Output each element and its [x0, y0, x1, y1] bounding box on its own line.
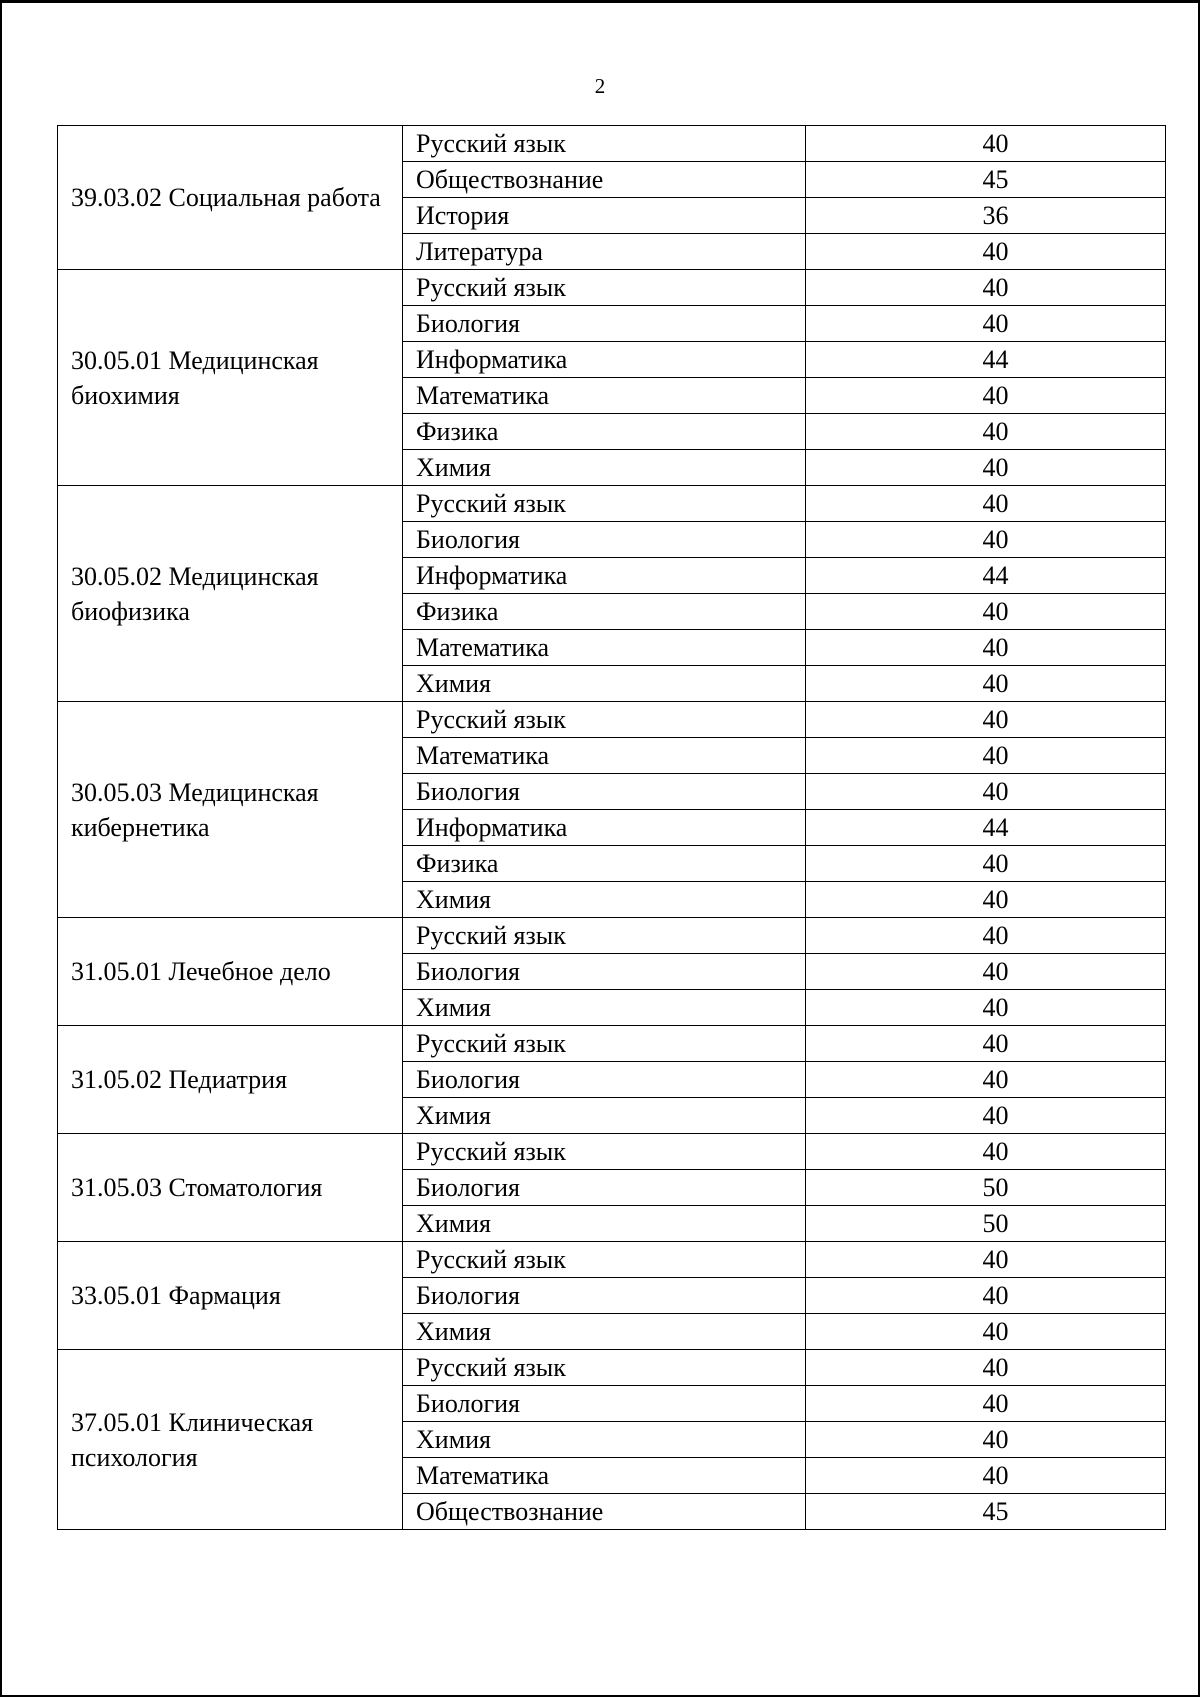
table-row [58, 702, 1166, 738]
minimum-score: 44 [806, 558, 1166, 594]
table-row [58, 126, 1166, 162]
subject-name: Математика [403, 378, 806, 414]
table-row [58, 1350, 1166, 1386]
minimum-score: 40 [806, 522, 1166, 558]
minimum-score: 40 [806, 918, 1166, 954]
subject-name: Русский язык [403, 918, 806, 954]
table-row [58, 270, 1166, 306]
subject-name: Литература [403, 234, 806, 270]
table-row [58, 1026, 1166, 1062]
minimum-score: 40 [806, 666, 1166, 702]
minimum-score: 50 [806, 1170, 1166, 1206]
subject-name: Информатика [403, 558, 806, 594]
minimum-score: 40 [806, 270, 1166, 306]
subject-name: Обществознание [403, 1494, 806, 1530]
subject-name: Химия [403, 1314, 806, 1350]
table-row [58, 918, 1166, 954]
subject-name: Информатика [403, 810, 806, 846]
subject-name: Физика [403, 846, 806, 882]
minimum-score: 40 [806, 1278, 1166, 1314]
minimum-score: 45 [806, 162, 1166, 198]
subject-name: Биология [403, 1062, 806, 1098]
subject-name: Русский язык [403, 270, 806, 306]
minimum-score: 40 [806, 846, 1166, 882]
subject-name: Русский язык [403, 126, 806, 162]
minimum-score: 40 [806, 126, 1166, 162]
minimum-score: 40 [806, 1134, 1166, 1170]
subject-name: Биология [403, 774, 806, 810]
minimum-score: 44 [806, 810, 1166, 846]
subject-name: Русский язык [403, 1026, 806, 1062]
minimum-score: 40 [806, 774, 1166, 810]
table-row [58, 1134, 1166, 1170]
minimum-score: 40 [806, 1242, 1166, 1278]
minimum-score: 40 [806, 594, 1166, 630]
subject-name: Физика [403, 414, 806, 450]
subject-name: Биология [403, 1170, 806, 1206]
subject-name: Физика [403, 594, 806, 630]
minimum-score: 40 [806, 1098, 1166, 1134]
subject-name: Информатика [403, 342, 806, 378]
subject-name: Математика [403, 630, 806, 666]
minimum-score: 40 [806, 1062, 1166, 1098]
subject-name: Химия [403, 990, 806, 1026]
minimum-score: 40 [806, 234, 1166, 270]
subject-name: История [403, 198, 806, 234]
minimum-score: 40 [806, 738, 1166, 774]
minimum-score: 40 [806, 1458, 1166, 1494]
subject-name: Химия [403, 1422, 806, 1458]
subject-name: Биология [403, 306, 806, 342]
subject-name: Обществознание [403, 162, 806, 198]
subject-name: Русский язык [403, 702, 806, 738]
minimum-score: 40 [806, 1422, 1166, 1458]
subject-name: Химия [403, 882, 806, 918]
subject-name: Биология [403, 522, 806, 558]
subject-name: Математика [403, 1458, 806, 1494]
subject-name: Химия [403, 1098, 806, 1134]
minimum-score: 40 [806, 882, 1166, 918]
subject-name: Химия [403, 450, 806, 486]
minimum-score: 40 [806, 954, 1166, 990]
minimum-score: 45 [806, 1494, 1166, 1530]
subject-name: Русский язык [403, 1134, 806, 1170]
minimum-score: 40 [806, 990, 1166, 1026]
page-number: 2 [594, 74, 606, 98]
minimum-scores-table [57, 125, 1166, 1530]
program-name: 30.05.03 Медицинская кибернетика [58, 702, 403, 918]
minimum-score: 40 [806, 414, 1166, 450]
minimum-score: 40 [806, 306, 1166, 342]
minimum-score: 40 [806, 486, 1166, 522]
table-body [58, 126, 1166, 1530]
minimum-score: 40 [806, 1026, 1166, 1062]
subject-name: Русский язык [403, 486, 806, 522]
minimum-score: 40 [806, 1314, 1166, 1350]
minimum-score: 40 [806, 1350, 1166, 1386]
program-name: 31.05.02 Педиатрия [58, 1026, 403, 1134]
subject-name: Биология [403, 1386, 806, 1422]
subject-name: Математика [403, 738, 806, 774]
program-name: 31.05.03 Стоматология [58, 1134, 403, 1242]
subject-name: Химия [403, 1206, 806, 1242]
subject-name: Русский язык [403, 1350, 806, 1386]
minimum-score: 40 [806, 702, 1166, 738]
table-row [58, 1242, 1166, 1278]
program-name: 39.03.02 Социальная работа [58, 126, 403, 270]
subject-name: Химия [403, 666, 806, 702]
minimum-score: 40 [806, 450, 1166, 486]
subject-name: Русский язык [403, 1242, 806, 1278]
minimum-score: 44 [806, 342, 1166, 378]
subject-name: Биология [403, 954, 806, 990]
subject-name: Биология [403, 1278, 806, 1314]
program-name: 30.05.02 Медицинская биофизика [58, 486, 403, 702]
program-name: 31.05.01 Лечебное дело [58, 918, 403, 1026]
table-row [58, 486, 1166, 522]
minimum-score: 40 [806, 378, 1166, 414]
program-name: 33.05.01 Фармация [58, 1242, 403, 1350]
minimum-score: 36 [806, 198, 1166, 234]
program-name: 37.05.01 Клиническая психология [58, 1350, 403, 1530]
minimum-score: 40 [806, 630, 1166, 666]
minimum-score: 40 [806, 1386, 1166, 1422]
minimum-score: 50 [806, 1206, 1166, 1242]
program-name: 30.05.01 Медицинская биохимия [58, 270, 403, 486]
